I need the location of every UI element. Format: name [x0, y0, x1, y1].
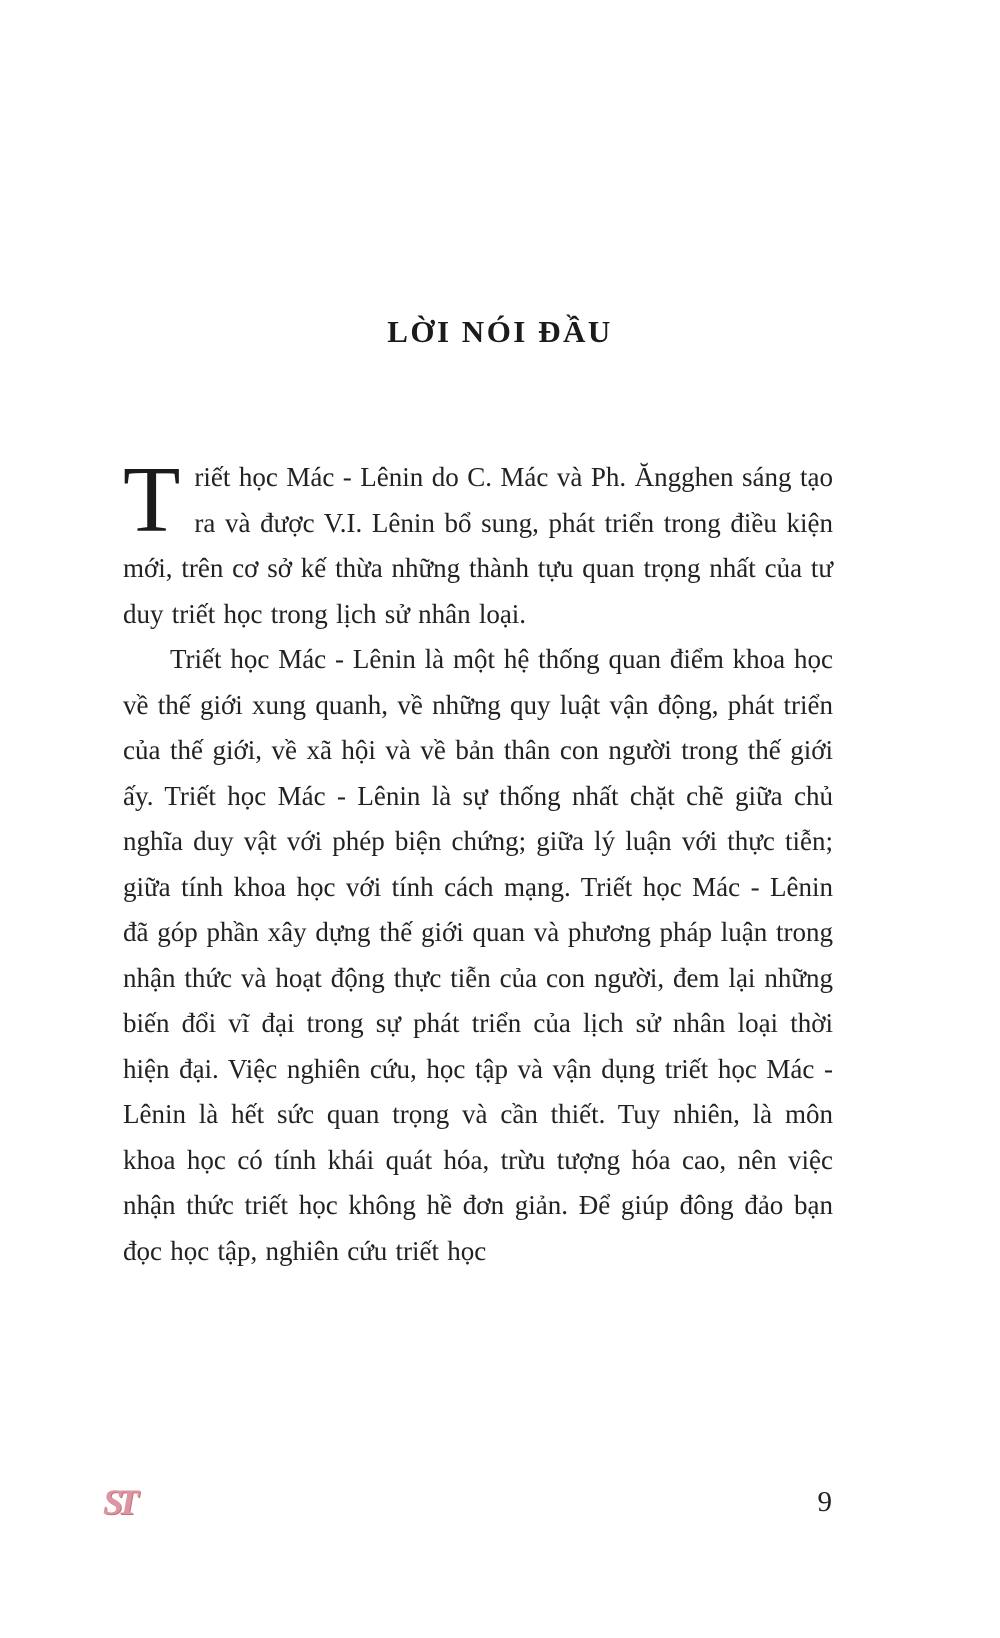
drop-cap: T: [123, 448, 181, 552]
body-text: [123, 448, 833, 1274]
page-title: LỜI NÓI ĐẦU: [387, 314, 613, 349]
page-number: 9: [817, 1486, 832, 1518]
paragraph-1: [123, 448, 833, 637]
paragraph-1-text: riết học Mác - Lênin do C. Mác và Ph. Ăngghen sáng tạo ra và được V.I. Lênin bổ sung, phát triển trong điều kiện mới, trên cơ sở kế thừa những thành tựu quan trọng nhất của tư duy triết học trong lịch sử nhân loại.: [123, 462, 833, 629]
paragraph-2: Triết học Mác - Lênin là một hệ thống quan điểm khoa học về thế giới xung quanh, về những quy luật vận động, phát triển của thế giới, về xã hội và về bản thân con người trong thế giới ấy. Triết học Mác - Lênin là sự thống nhất chặt chẽ giữa chủ nghĩa duy vật với phép biện chứng; giữa lý luận với thực tiễn; giữa tính khoa học với tính cách mạng. Triết học Mác - Lênin đã góp phần xây dựng thế giới quan và phương pháp luận trong nhận thức và hoạt động thực tiễn của con người, đem lại những biến đổi vĩ đại trong sự phát triển của lịch sử nhân loại thời hiện đại. Việc nghiên cứu, học tập và vận dụng triết học Mác - Lênin là hết sức quan trọng và cần thiết. Tuy nhiên, là môn khoa học có tính khái quát hóa, trừu tượng hóa cao, nên việc nhận thức triết học không hề đơn giản. Để giúp đông đảo bạn đọc học tập, nghiên cứu triết học: [123, 644, 833, 1266]
publisher-logo: ST: [103, 1482, 134, 1522]
